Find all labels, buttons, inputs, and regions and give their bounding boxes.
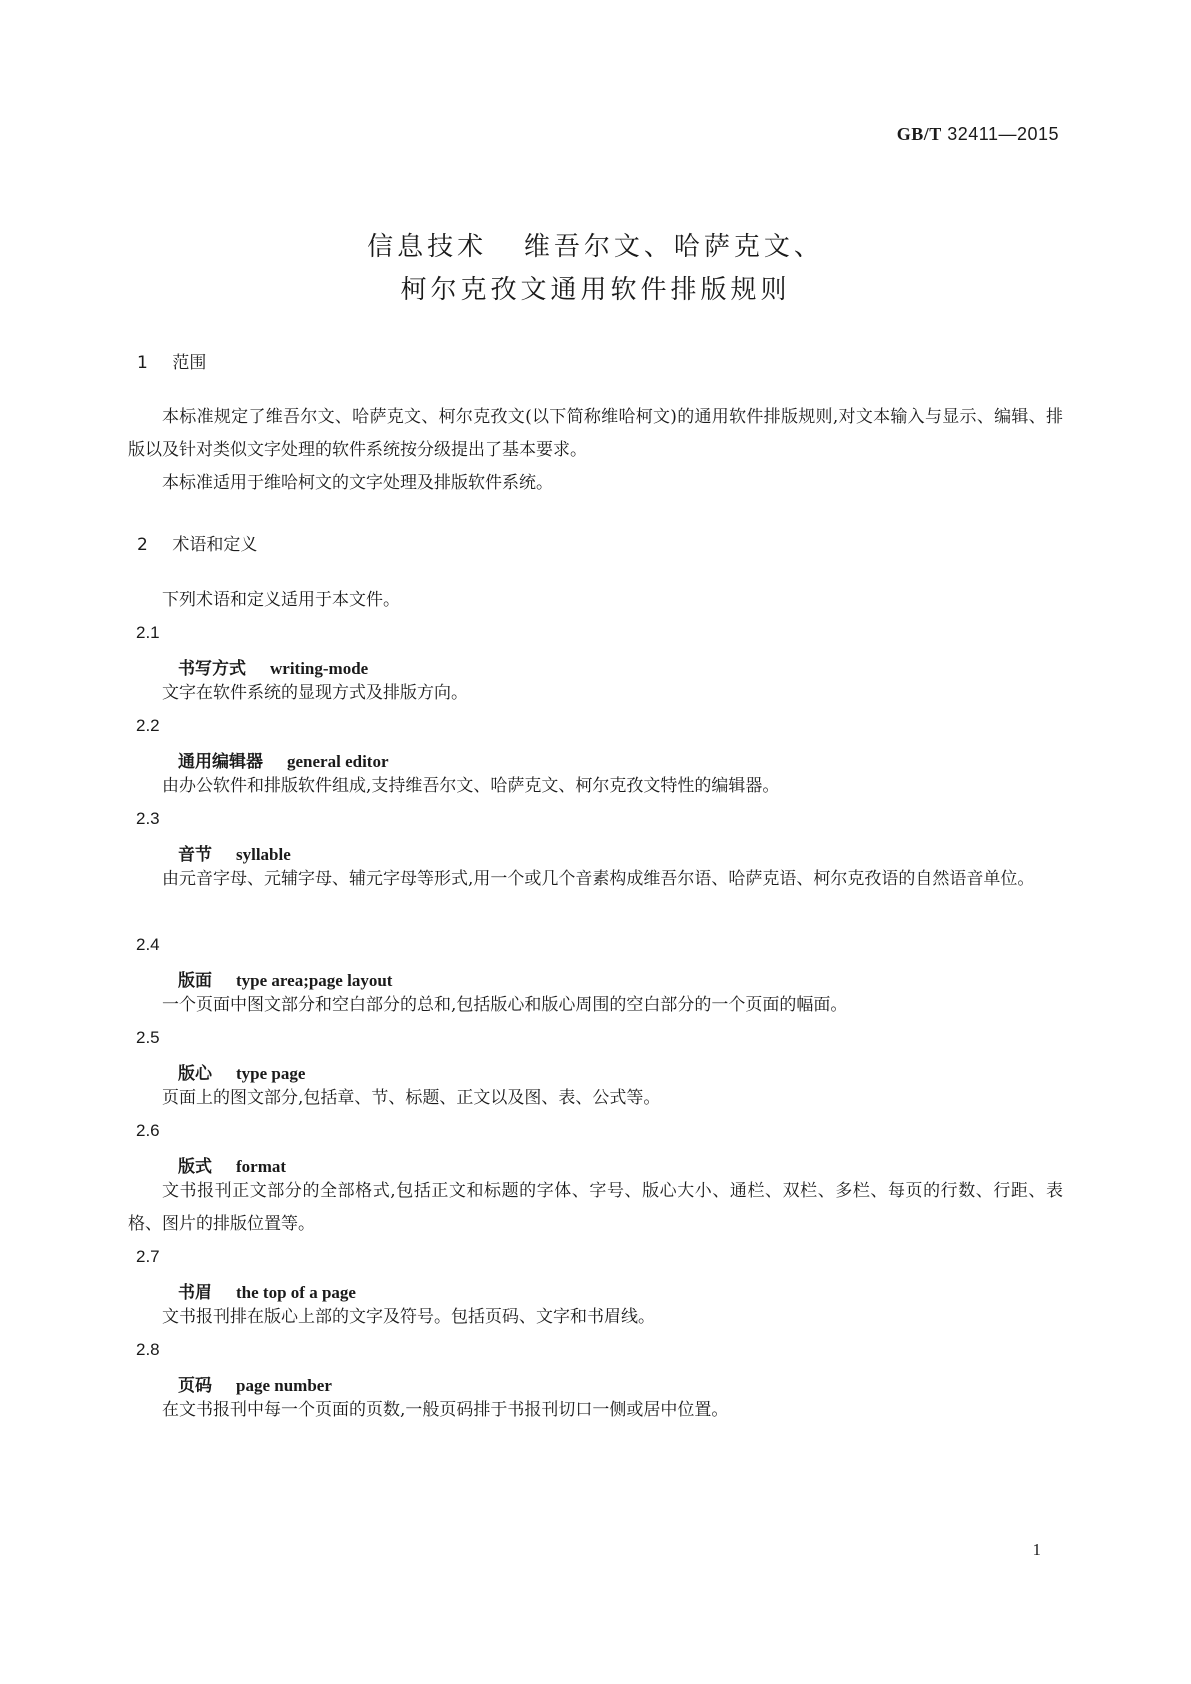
title-line-2: 柯尔克孜文通用软件排版规则 bbox=[400, 275, 791, 305]
term-heading bbox=[178, 966, 392, 991]
paragraph: 本标准规定了维吾尔文、哈萨克文、柯尔克孜文(以下简称维哈柯文)的通用软件排版规则,对文本输入与显示、编辑、排版以及针对类似文字处理的软件系统按分级提出了基本要求。 bbox=[128, 407, 1063, 460]
term-definition: 文书报刊排在版心上部的文字及符号。包括页码、文字和书眉线。 bbox=[162, 1307, 655, 1327]
standard-prefix: GB/T bbox=[896, 124, 942, 144]
term-definition: 页面上的图文部分,包括章、节、标题、正文以及图、表、公式等。 bbox=[162, 1088, 661, 1108]
term-zh: 通用编辑器 bbox=[178, 752, 263, 772]
term-heading bbox=[178, 654, 368, 679]
term-en: type area;page layout bbox=[236, 971, 393, 990]
section-number: 2 bbox=[137, 535, 148, 555]
section-intro: 下列术语和定义适用于本文件。 bbox=[162, 590, 400, 610]
term-number: 2.7 bbox=[136, 1247, 160, 1266]
term-heading bbox=[178, 1371, 332, 1396]
document-title bbox=[0, 226, 1191, 312]
page-number: 1 bbox=[1032, 1540, 1041, 1559]
term-en: syllable bbox=[236, 845, 291, 864]
section-title: 范围 bbox=[172, 353, 207, 373]
term-en: general editor bbox=[287, 752, 389, 771]
term-en: type page bbox=[236, 1064, 306, 1083]
term-en: the top of a page bbox=[236, 1283, 356, 1302]
term-heading bbox=[178, 1059, 305, 1084]
term-heading bbox=[178, 1278, 356, 1303]
term-heading bbox=[178, 1152, 286, 1177]
term-zh: 版心 bbox=[178, 1064, 212, 1084]
term-number: 2.5 bbox=[136, 1028, 160, 1047]
term-en: format bbox=[236, 1157, 287, 1176]
term-definition: 由办公软件和排版软件组成,支持维吾尔文、哈萨克文、柯尔克孜文特性的编辑器。 bbox=[162, 776, 780, 796]
term-definition: 文字在软件系统的显现方式及排版方向。 bbox=[162, 683, 468, 703]
term-definition: 一个页面中图文部分和空白部分的总和,包括版心和版心周围的空白部分的一个页面的幅面。 bbox=[162, 995, 848, 1015]
term-en: page number bbox=[236, 1376, 332, 1395]
term-number: 2.1 bbox=[136, 623, 160, 642]
section-1-heading bbox=[137, 348, 206, 373]
standard-number: 32411—2015 bbox=[947, 124, 1059, 144]
term-heading bbox=[178, 747, 389, 772]
term-zh: 音节 bbox=[178, 845, 212, 865]
section-title: 术语和定义 bbox=[172, 535, 258, 555]
term-number: 2.4 bbox=[136, 935, 160, 954]
term-definition: 由元音字母、元辅字母、辅元字母等形式,用一个或几个音素构成维吾尔语、哈萨克语、柯尔克孜语的自然语音单位。 bbox=[162, 869, 1035, 889]
term-definition: 在文书报刊中每一个页面的页数,一般页码排于书报刊切口一侧或居中位置。 bbox=[162, 1400, 729, 1420]
term-zh: 书眉 bbox=[178, 1283, 212, 1303]
section-2-heading bbox=[137, 530, 257, 555]
paragraph: 本标准适用于维哈柯文的文字处理及排版软件系统。 bbox=[162, 473, 553, 493]
term-number: 2.8 bbox=[136, 1340, 160, 1359]
term-zh: 书写方式 bbox=[178, 659, 246, 679]
term-en: writing-mode bbox=[270, 659, 369, 678]
term-number: 2.6 bbox=[136, 1121, 160, 1140]
term-definition: 文书报刊正文部分的全部格式,包括正文和标题的字体、字号、版心大小、通栏、双栏、多栏、每页的行数、行距、表格、图片的排版位置等。 bbox=[128, 1181, 1063, 1234]
term-number: 2.2 bbox=[136, 716, 160, 735]
term-number: 2.3 bbox=[136, 809, 160, 828]
term-zh: 页码 bbox=[178, 1376, 212, 1396]
term-heading bbox=[178, 840, 291, 865]
term-zh: 版面 bbox=[178, 971, 212, 991]
title-line-1: 信息技术 维吾尔文、哈萨克文、 bbox=[367, 232, 824, 262]
standard-code bbox=[897, 124, 1059, 145]
section-number: 1 bbox=[137, 353, 148, 373]
term-zh: 版式 bbox=[178, 1157, 212, 1177]
